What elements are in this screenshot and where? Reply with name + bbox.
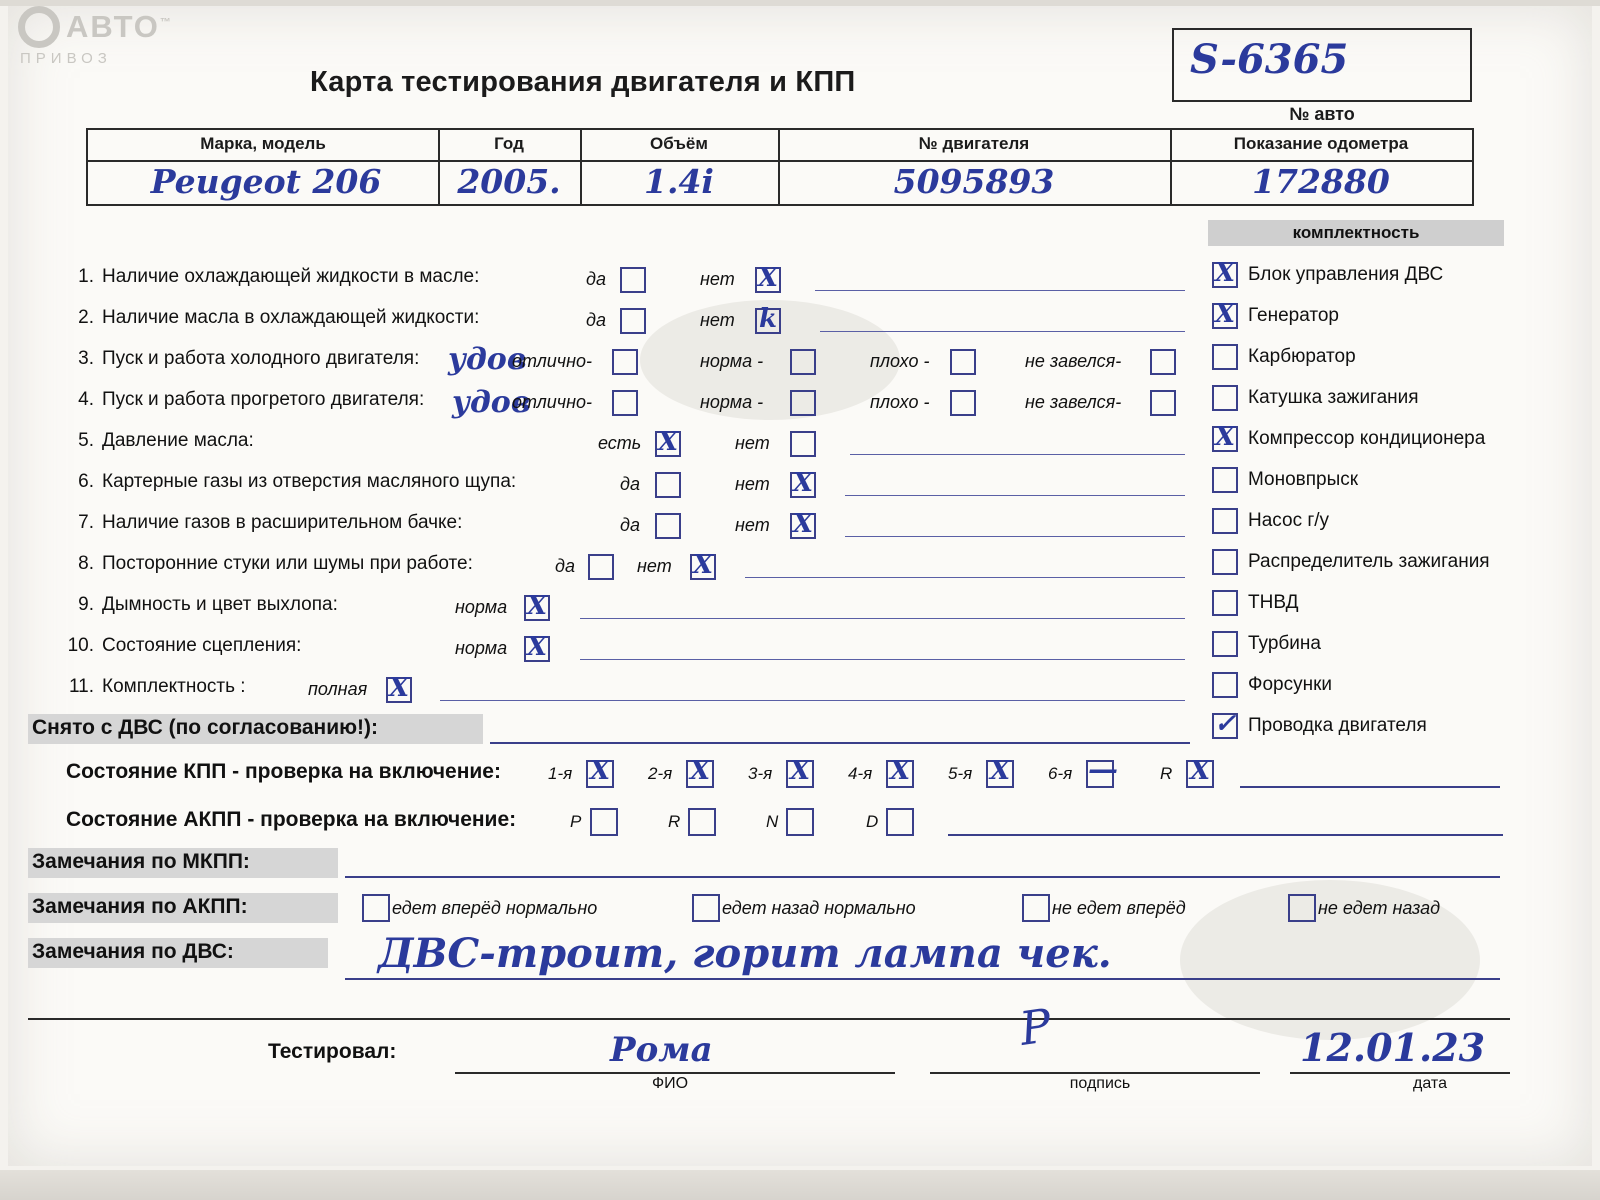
- akpp-label: Состояние АКПП - проверка на включение:: [66, 808, 517, 831]
- page-title: Карта тестирования двигателя и КПП: [310, 66, 856, 98]
- check-9-opt-0-checkbox[interactable]: [524, 591, 550, 621]
- cell-brand: Peugeot 206: [150, 162, 382, 201]
- check-row-6: [60, 471, 516, 493]
- check-6-opt-0-checkbox[interactable]: [655, 472, 681, 498]
- check-7-opt-1-checkbox[interactable]: [790, 509, 816, 539]
- completeness-checkbox-6[interactable]: [1212, 508, 1238, 534]
- gear-checkbox-4[interactable]: [886, 756, 914, 788]
- check-10-opt-0-checkbox[interactable]: [524, 632, 550, 662]
- check-1-opt-0-label: да: [586, 269, 606, 289]
- completeness-label-6: Насос г/у: [1248, 510, 1330, 532]
- gear-label-5: 5-я: [948, 764, 973, 783]
- completeness-checkbox-9[interactable]: [1212, 631, 1238, 657]
- check-4-opt-0-checkbox[interactable]: [612, 390, 638, 416]
- notes-akpp-checkbox-1[interactable]: [692, 894, 720, 922]
- check-8-opt-1-checkbox[interactable]: [690, 550, 716, 580]
- akpp-checkbox-d[interactable]: [886, 808, 914, 836]
- gear-checkbox-1[interactable]: [586, 756, 614, 788]
- check-text-7: Наличие газов в расширительном бачке:: [102, 512, 463, 533]
- notes-akpp-label: Замечания по АКПП:: [32, 895, 248, 918]
- completeness-label-0: Блок управления ДВС: [1248, 264, 1444, 286]
- watermark-line2: ПРИВОЗ: [20, 50, 112, 67]
- watermark-tm: ™: [159, 16, 173, 29]
- col-header-volume: Объём: [650, 134, 708, 153]
- check-number-2: 2.: [78, 307, 94, 328]
- completeness-checkbox-1[interactable]: [1212, 299, 1238, 329]
- notes-akpp-option-1: едет назад нормально: [722, 898, 916, 918]
- mkpp-label: Состояние КПП - проверка на включение:: [66, 760, 501, 783]
- completeness-item-5[interactable]: [1212, 467, 1358, 493]
- check-5-opt-0-label: есть: [598, 433, 642, 453]
- completeness-item-11[interactable]: [1212, 709, 1427, 739]
- check-11-note-line: [440, 700, 1185, 701]
- notes-akpp-option-0: едет вперёд нормально: [392, 898, 598, 918]
- check-number-6: 6.: [78, 471, 94, 492]
- check-8-opt-0-checkbox[interactable]: [588, 554, 614, 580]
- gear-checkbox-6[interactable]: [1086, 752, 1118, 788]
- tested-label: Тестировал:: [268, 1040, 397, 1063]
- completeness-item-10[interactable]: [1212, 672, 1332, 698]
- gear-checkbox-5[interactable]: [986, 756, 1014, 788]
- check-4-opt-1-label: норма -: [700, 392, 764, 412]
- check-text-9: Дымность и цвет выхлопа:: [102, 594, 338, 615]
- cell-odometer: 172880: [1252, 162, 1390, 201]
- completeness-label-1: Генератор: [1248, 305, 1339, 327]
- check-4-opt-2-label: плохо -: [870, 392, 930, 412]
- date-line: [1290, 1072, 1510, 1074]
- check-text-8: Посторонние стуки или шумы при работе:: [102, 553, 473, 574]
- check-3-opt-3-label: не завелся-: [1025, 351, 1122, 371]
- check-text-5: Давление масла:: [102, 430, 254, 451]
- check-4-handwritten: удов: [452, 385, 531, 420]
- completeness-label-2: Карбюратор: [1248, 346, 1356, 368]
- check-9-note-line: [580, 618, 1185, 619]
- akpp-checkbox-n[interactable]: [786, 808, 814, 836]
- gear-label-1: 1-я: [548, 764, 573, 783]
- checkbox-mark: X: [692, 550, 714, 580]
- auto-number-caption: № авто: [1289, 104, 1355, 124]
- check-row-11: [60, 676, 246, 698]
- checkbox-mark: X: [789, 756, 811, 786]
- completeness-checkbox-8[interactable]: [1212, 590, 1238, 616]
- check-7-note-line: [845, 536, 1185, 537]
- check-2-note-line: [820, 331, 1185, 332]
- check-6-opt-1-checkbox[interactable]: [790, 468, 816, 498]
- check-number-8: 8.: [78, 553, 94, 574]
- check-6-note-line: [845, 495, 1185, 496]
- completeness-item-2[interactable]: [1212, 344, 1356, 370]
- check-text-1: Наличие охлаждающей жидкости в масле:: [102, 266, 480, 287]
- check-row-4: [60, 389, 424, 411]
- check-row-8: [60, 553, 473, 575]
- check-1-opt-1-checkbox[interactable]: [755, 263, 781, 293]
- check-8-opt-0-label: да: [555, 556, 575, 576]
- col-header-year: Год: [494, 134, 524, 153]
- check-3-opt-3-checkbox[interactable]: [1150, 349, 1176, 375]
- checkbox-mark: X: [889, 756, 911, 786]
- check-5-opt-1-checkbox[interactable]: [790, 431, 816, 457]
- check-4-opt-3-checkbox[interactable]: [1150, 390, 1176, 416]
- completeness-item-1[interactable]: [1212, 299, 1339, 329]
- completeness-item-8[interactable]: [1212, 590, 1298, 616]
- check-6-opt-1-label: нет: [735, 474, 770, 494]
- check-row-7: [60, 512, 462, 534]
- checkbox-mark: ✓: [1214, 709, 1236, 739]
- notes-dvs-value: ДВС-троит, горит лампа чек.: [378, 930, 1112, 977]
- completeness-header: комплектность: [1208, 220, 1504, 246]
- checkbox-mark: X: [792, 468, 814, 498]
- check-number-10: 10.: [67, 635, 94, 656]
- completeness-checkbox-0[interactable]: [1212, 258, 1238, 288]
- check-number-9: 9.: [78, 594, 94, 615]
- watermark-line1: АВТО: [66, 9, 160, 44]
- checkbox-mark: X: [689, 756, 711, 786]
- check-1-opt-1-label: нет: [700, 269, 735, 289]
- cell-volume: 1.4i: [644, 162, 714, 201]
- notes-akpp-checkbox-2[interactable]: [1022, 894, 1050, 922]
- check-4-opt-1-checkbox[interactable]: [790, 390, 816, 416]
- check-8-opt-1-label: нет: [637, 556, 672, 576]
- completeness-checkbox-11[interactable]: [1212, 709, 1238, 739]
- check-3-opt-2-checkbox[interactable]: [950, 349, 976, 375]
- completeness-checkbox-4[interactable]: [1212, 422, 1238, 452]
- check-row-9: [60, 594, 338, 616]
- check-3-opt-1-checkbox[interactable]: [790, 349, 816, 375]
- gear-label-r: R: [1160, 764, 1173, 783]
- check-row-10: [60, 635, 301, 657]
- checkbox-mark: X: [1214, 422, 1236, 452]
- notes-dvs-label: Замечания по ДВС:: [32, 940, 234, 963]
- watermark-logo: [18, 6, 188, 76]
- check-2-opt-0-checkbox[interactable]: [620, 308, 646, 334]
- check-10-opt-0-label: норма: [455, 638, 508, 658]
- check-10-note-line: [580, 659, 1185, 660]
- akpp-note-line: [948, 834, 1503, 836]
- check-4-opt-2-checkbox[interactable]: [950, 390, 976, 416]
- notes-akpp-option-3: не едет назад: [1318, 898, 1441, 918]
- check-11-opt-0-checkbox[interactable]: [386, 673, 412, 703]
- akpp-label-p: P: [570, 812, 582, 831]
- check-number-7: 7.: [78, 512, 94, 533]
- check-row-2: [60, 307, 479, 329]
- vehicle-table: [86, 128, 1474, 206]
- signature-caption: подпись: [1069, 1075, 1131, 1092]
- notes-akpp-option-2: не едет вперёд: [1052, 898, 1186, 918]
- check-11-opt-0-label: полная: [308, 679, 368, 699]
- check-number-1: 1.: [78, 266, 94, 287]
- check-1-note-line: [815, 290, 1185, 291]
- completeness-label-10: Форсунки: [1248, 674, 1332, 696]
- check-number-4: 4.: [78, 389, 94, 410]
- check-text-3: Пуск и работа холодного двигателя:: [102, 348, 420, 369]
- check-text-10: Состояние сцепления:: [102, 635, 302, 656]
- check-row-5: [60, 430, 254, 452]
- checkbox-mark: X: [792, 509, 814, 539]
- gear-checkbox-3[interactable]: [786, 756, 814, 788]
- check-2-opt-0-label: да: [586, 310, 606, 330]
- check-4-opt-0-label: отлично-: [512, 392, 592, 412]
- check-number-5: 5.: [78, 430, 94, 451]
- check-3-opt-0-checkbox[interactable]: [612, 349, 638, 375]
- completeness-item-9[interactable]: [1212, 631, 1321, 657]
- checkbox-mark: X: [757, 263, 779, 293]
- check-4-opt-3-label: не завелся-: [1025, 392, 1122, 412]
- check-7-opt-0-label: да: [620, 515, 640, 535]
- akpp-label-n: N: [766, 812, 779, 831]
- akpp-label-d: D: [866, 812, 879, 831]
- gear-checkbox-2[interactable]: [686, 756, 714, 788]
- checkbox-mark: X: [589, 756, 611, 786]
- completeness-label-8: ТНВД: [1248, 592, 1299, 614]
- completeness-item-0[interactable]: [1212, 258, 1444, 288]
- name-line: [455, 1072, 895, 1074]
- check-text-4: Пуск и работа прогретого двигателя:: [102, 389, 425, 410]
- checkbox-mark: X: [657, 427, 679, 457]
- col-header-brand: Марка, модель: [200, 134, 326, 153]
- cell-year: 2005.: [457, 162, 561, 201]
- check-3-opt-1-label: норма -: [700, 351, 764, 371]
- check-9-opt-0-label: норма: [455, 597, 508, 617]
- completeness-item-4[interactable]: [1212, 422, 1486, 452]
- check-1-opt-0-checkbox[interactable]: [620, 267, 646, 293]
- cell-engine-no: 5095893: [893, 162, 1055, 201]
- check-5-opt-0-checkbox[interactable]: [655, 427, 681, 457]
- check-5-note-line: [850, 454, 1185, 455]
- checkbox-mark: X: [1189, 756, 1211, 786]
- completeness-label-4: Компрессор кондиционера: [1248, 428, 1486, 450]
- completeness-item-6[interactable]: [1212, 508, 1329, 534]
- check-3-opt-2-label: плохо -: [870, 351, 930, 371]
- gear-label-3: 3-я: [748, 764, 773, 783]
- akpp-checkbox-p[interactable]: [590, 808, 618, 836]
- checkbox-mark: k: [758, 304, 777, 334]
- mkpp-note-line: [1240, 786, 1500, 788]
- removed-label: Снято с ДВС (по согласованию!):: [32, 716, 379, 739]
- notes-dvs-value-line[interactable]: [345, 978, 1500, 980]
- check-text-2: Наличие масла в охлаждающей жидкости:: [102, 307, 480, 328]
- check-row-3: [60, 348, 419, 370]
- completeness-checkbox-3[interactable]: [1212, 385, 1238, 411]
- completeness-label-11: Проводка двигателя: [1248, 715, 1427, 737]
- notes-akpp-checkbox-3[interactable]: [1288, 894, 1316, 922]
- checkbox-mark: X: [1214, 258, 1236, 288]
- gear-label-4: 4-я: [848, 764, 873, 783]
- check-7-opt-1-label: нет: [735, 515, 770, 535]
- check-2-opt-1-checkbox[interactable]: [755, 304, 781, 334]
- akpp-label-r: R: [668, 812, 681, 831]
- gear-checkbox-r[interactable]: [1186, 756, 1214, 788]
- paper-edge-bottom: [0, 1170, 1600, 1200]
- check-7-opt-0-checkbox[interactable]: [655, 513, 681, 539]
- checkbox-mark: X: [526, 591, 548, 621]
- completeness-item-7[interactable]: [1212, 549, 1490, 575]
- signature-value: Р: [1016, 998, 1055, 1056]
- completeness-label-5: Моновпрыск: [1248, 469, 1359, 491]
- completeness-checkbox-10[interactable]: [1212, 672, 1238, 698]
- notes-mkpp-value-line[interactable]: [345, 876, 1500, 878]
- notes-akpp-checkbox-0[interactable]: [362, 894, 390, 922]
- removed-value-line[interactable]: [490, 742, 1190, 744]
- col-header-odometer: Показание одометра: [1233, 134, 1409, 153]
- gear-label-2: 2-я: [648, 764, 673, 783]
- name-caption: ФИО: [651, 1075, 689, 1092]
- checkbox-mark: X: [388, 673, 410, 703]
- gear-label-6: 6-я: [1048, 764, 1073, 783]
- check-6-opt-0-label: да: [620, 474, 640, 494]
- check-5-opt-1-label: нет: [735, 433, 770, 453]
- checkbox-mark: X: [989, 756, 1011, 786]
- completeness-label-9: Турбина: [1248, 633, 1321, 655]
- check-row-1: [60, 266, 479, 288]
- completeness-checkbox-2[interactable]: [1212, 344, 1238, 370]
- completeness-checkbox-5[interactable]: [1212, 467, 1238, 493]
- date-caption: дата: [1413, 1075, 1447, 1092]
- check-number-3: 3.: [78, 348, 94, 369]
- check-8-note-line: [745, 577, 1185, 578]
- check-3-opt-0-label: отлично-: [512, 351, 592, 371]
- check-text-11: Комплектность :: [102, 676, 246, 697]
- checkbox-mark: X: [526, 632, 548, 662]
- akpp-checkbox-r[interactable]: [688, 808, 716, 836]
- auto-number-value: S-6365: [1190, 36, 1349, 83]
- signature-line: [930, 1072, 1260, 1074]
- notes-mkpp-label: Замечания по МКПП:: [32, 850, 250, 873]
- checkbox-mark: —: [1088, 752, 1118, 787]
- check-3-handwritten: удов: [448, 342, 527, 377]
- watermark-circle-icon: [18, 6, 60, 48]
- check-text-6: Картерные газы из отверстия масляного щупа:: [102, 471, 517, 492]
- check-number-11: 11.: [68, 676, 94, 697]
- checkbox-mark: X: [1214, 299, 1236, 329]
- check-2-opt-1-label: нет: [700, 310, 735, 330]
- completeness-label-7: Распределитель зажигания: [1248, 551, 1490, 573]
- col-header-engine-no: № двигателя: [918, 134, 1030, 153]
- completeness-checkbox-7[interactable]: [1212, 549, 1238, 575]
- footer-divider: [28, 1018, 1510, 1020]
- date-value: 12.01.23: [1300, 1025, 1486, 1070]
- completeness-label-3: Катушка зажигания: [1248, 387, 1419, 409]
- tested-name-value: Рома: [610, 1030, 713, 1070]
- completeness-item-3[interactable]: [1212, 385, 1419, 411]
